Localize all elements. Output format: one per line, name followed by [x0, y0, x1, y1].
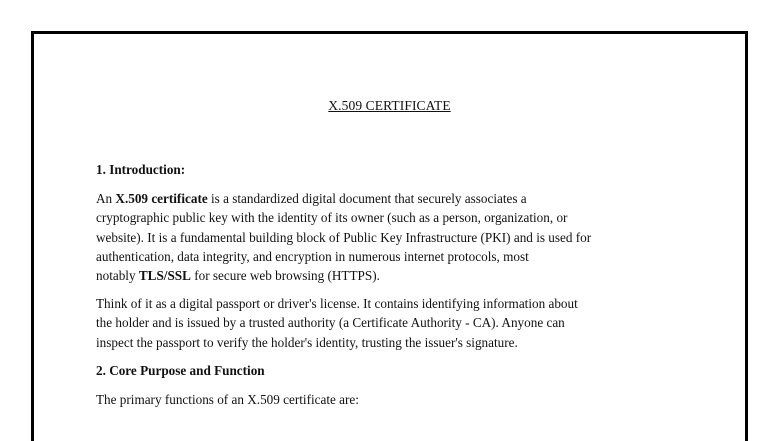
section-heading-core-purpose: 2. Core Purpose and Function — [96, 362, 265, 378]
analogy-line-2: the holder and is issued by a trusted authority (a Certificate Authority - CA). Anyone can — [96, 315, 565, 331]
document-page — [31, 31, 748, 441]
section-heading-introduction: 1. Introduction: — [96, 162, 186, 177]
analogy-line-3: inspect the passport to verify the holder's identity, trusting the issuer's signature. — [96, 334, 518, 350]
intro-line-5 — [96, 266, 706, 285]
intro-line-4: authentication, data integrity, and encryption in numerous internet protocols, most — [96, 248, 529, 264]
intro-text-c: is a standardized digital document that securely associates a — [207, 191, 527, 207]
intro-term-x509: X.509 certificate — [115, 191, 208, 207]
intro-text-https: for secure web browsing (HTTPS). — [190, 268, 380, 284]
analogy-paragraph — [96, 294, 706, 352]
document-body — [96, 160, 706, 418]
intro-line-2: cryptographic public key with the identity of its owner (such as a person, organization, or — [96, 210, 568, 226]
intro-text-notably: notably — [96, 268, 139, 284]
intro-line-1 — [96, 189, 706, 208]
intro-paragraph — [96, 189, 706, 285]
intro-text-a: An — [96, 191, 116, 207]
intro-term-tls: TLS/SSL — [138, 268, 191, 284]
functions-paragraph: The primary functions of an X.509 certificate are: — [96, 392, 359, 408]
analogy-line-1: Think of it as a digital passport or driver's license. It contains identifying information about — [96, 296, 578, 312]
document-title: X.509 CERTIFICATE — [328, 98, 451, 113]
intro-line-3: website). It is a fundamental building block of Public Key Infrastructure (PKI) and is used for — [96, 229, 592, 245]
